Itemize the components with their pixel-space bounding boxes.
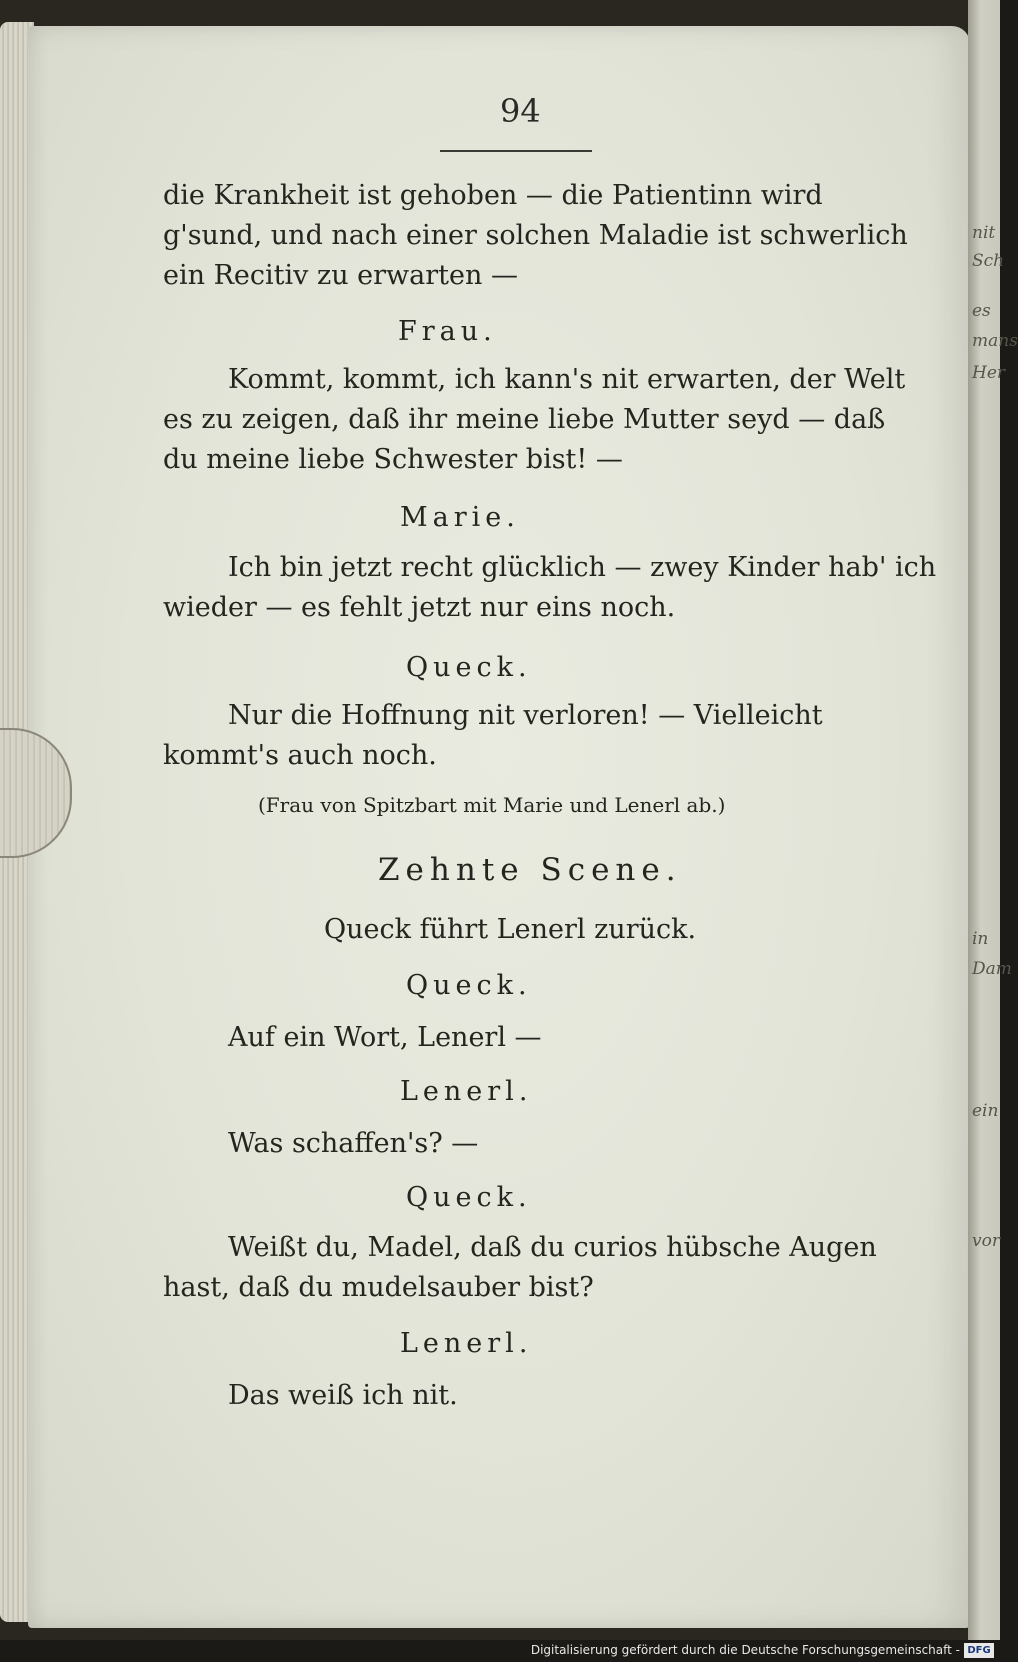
adjacent-page-fragment: Her [972,363,1006,383]
adjacent-page-fragment: nit [972,223,996,243]
speaker-name: Frau. [398,316,497,347]
text-line: ein Recitiv zu erwarten — [163,260,518,291]
text-line: hast, daß du mudelsauber bist? [163,1272,594,1303]
adjacent-page-fragment: mans [972,331,1018,351]
stage-direction: (Frau von Spitzbart mit Marie und Lenerl ab.) [258,793,726,817]
text-line: wieder — es fehlt jetzt nur eins noch. [163,592,676,623]
speaker-name: Queck. [406,970,532,1001]
text-line: Weißt du, Madel, daß du curios hübsche Augen [228,1232,877,1263]
text-line: die Krankheit ist gehoben — die Patientinn wird [163,180,823,211]
adjacent-page-fragment: es [972,301,991,321]
scene-heading: Zehnte Scene. [378,852,682,888]
text-line: Ich bin jetzt recht glücklich — zwey Kinder hab' ich [228,552,937,583]
page-number: 94 [500,92,541,130]
adjacent-page-fragment: Dam [972,959,1012,979]
speaker-name: Queck. [406,1182,532,1213]
adjacent-page-fragment: ein [972,1101,999,1121]
text-line: Auf ein Wort, Lenerl — [228,1022,542,1053]
speaker-name: Marie. [400,502,520,533]
dfg-logo: DFG [964,1643,994,1658]
footer-credit: Digitalisierung gefördert durch die Deutsche Forschungsgemeinschaft - [530,1643,960,1657]
adjacent-page-fragment: in [972,929,989,949]
adjacent-page-sliver [968,0,1018,1640]
text-line: Kommt, kommt, ich kann's nit erwarten, der Welt [228,364,906,395]
footer-bar [0,1640,1000,1662]
speaker-name: Lenerl. [400,1076,533,1107]
text-line: du meine liebe Schwester bist! — [163,444,623,475]
text-line: Was schaffen's? — [228,1128,479,1159]
text-line: g'sund, und nach einer solchen Maladie ist schwerlich [163,220,908,251]
adjacent-page-fragment: Sch [972,251,1005,271]
speaker-name: Lenerl. [400,1328,533,1359]
adjacent-page-fragment: vor [972,1231,1000,1251]
text-line: kommt's auch noch. [163,740,437,771]
text-line: es zu zeigen, daß ihr meine liebe Mutter seyd — daß [163,404,886,435]
text-line: Nur die Hoffnung nit verloren! — Vielleicht [228,700,823,731]
header-rule [440,150,592,152]
speaker-name: Queck. [406,652,532,683]
text-line: Das weiß ich nit. [228,1380,458,1411]
scene-description: Queck führt Lenerl zurück. [324,914,697,945]
